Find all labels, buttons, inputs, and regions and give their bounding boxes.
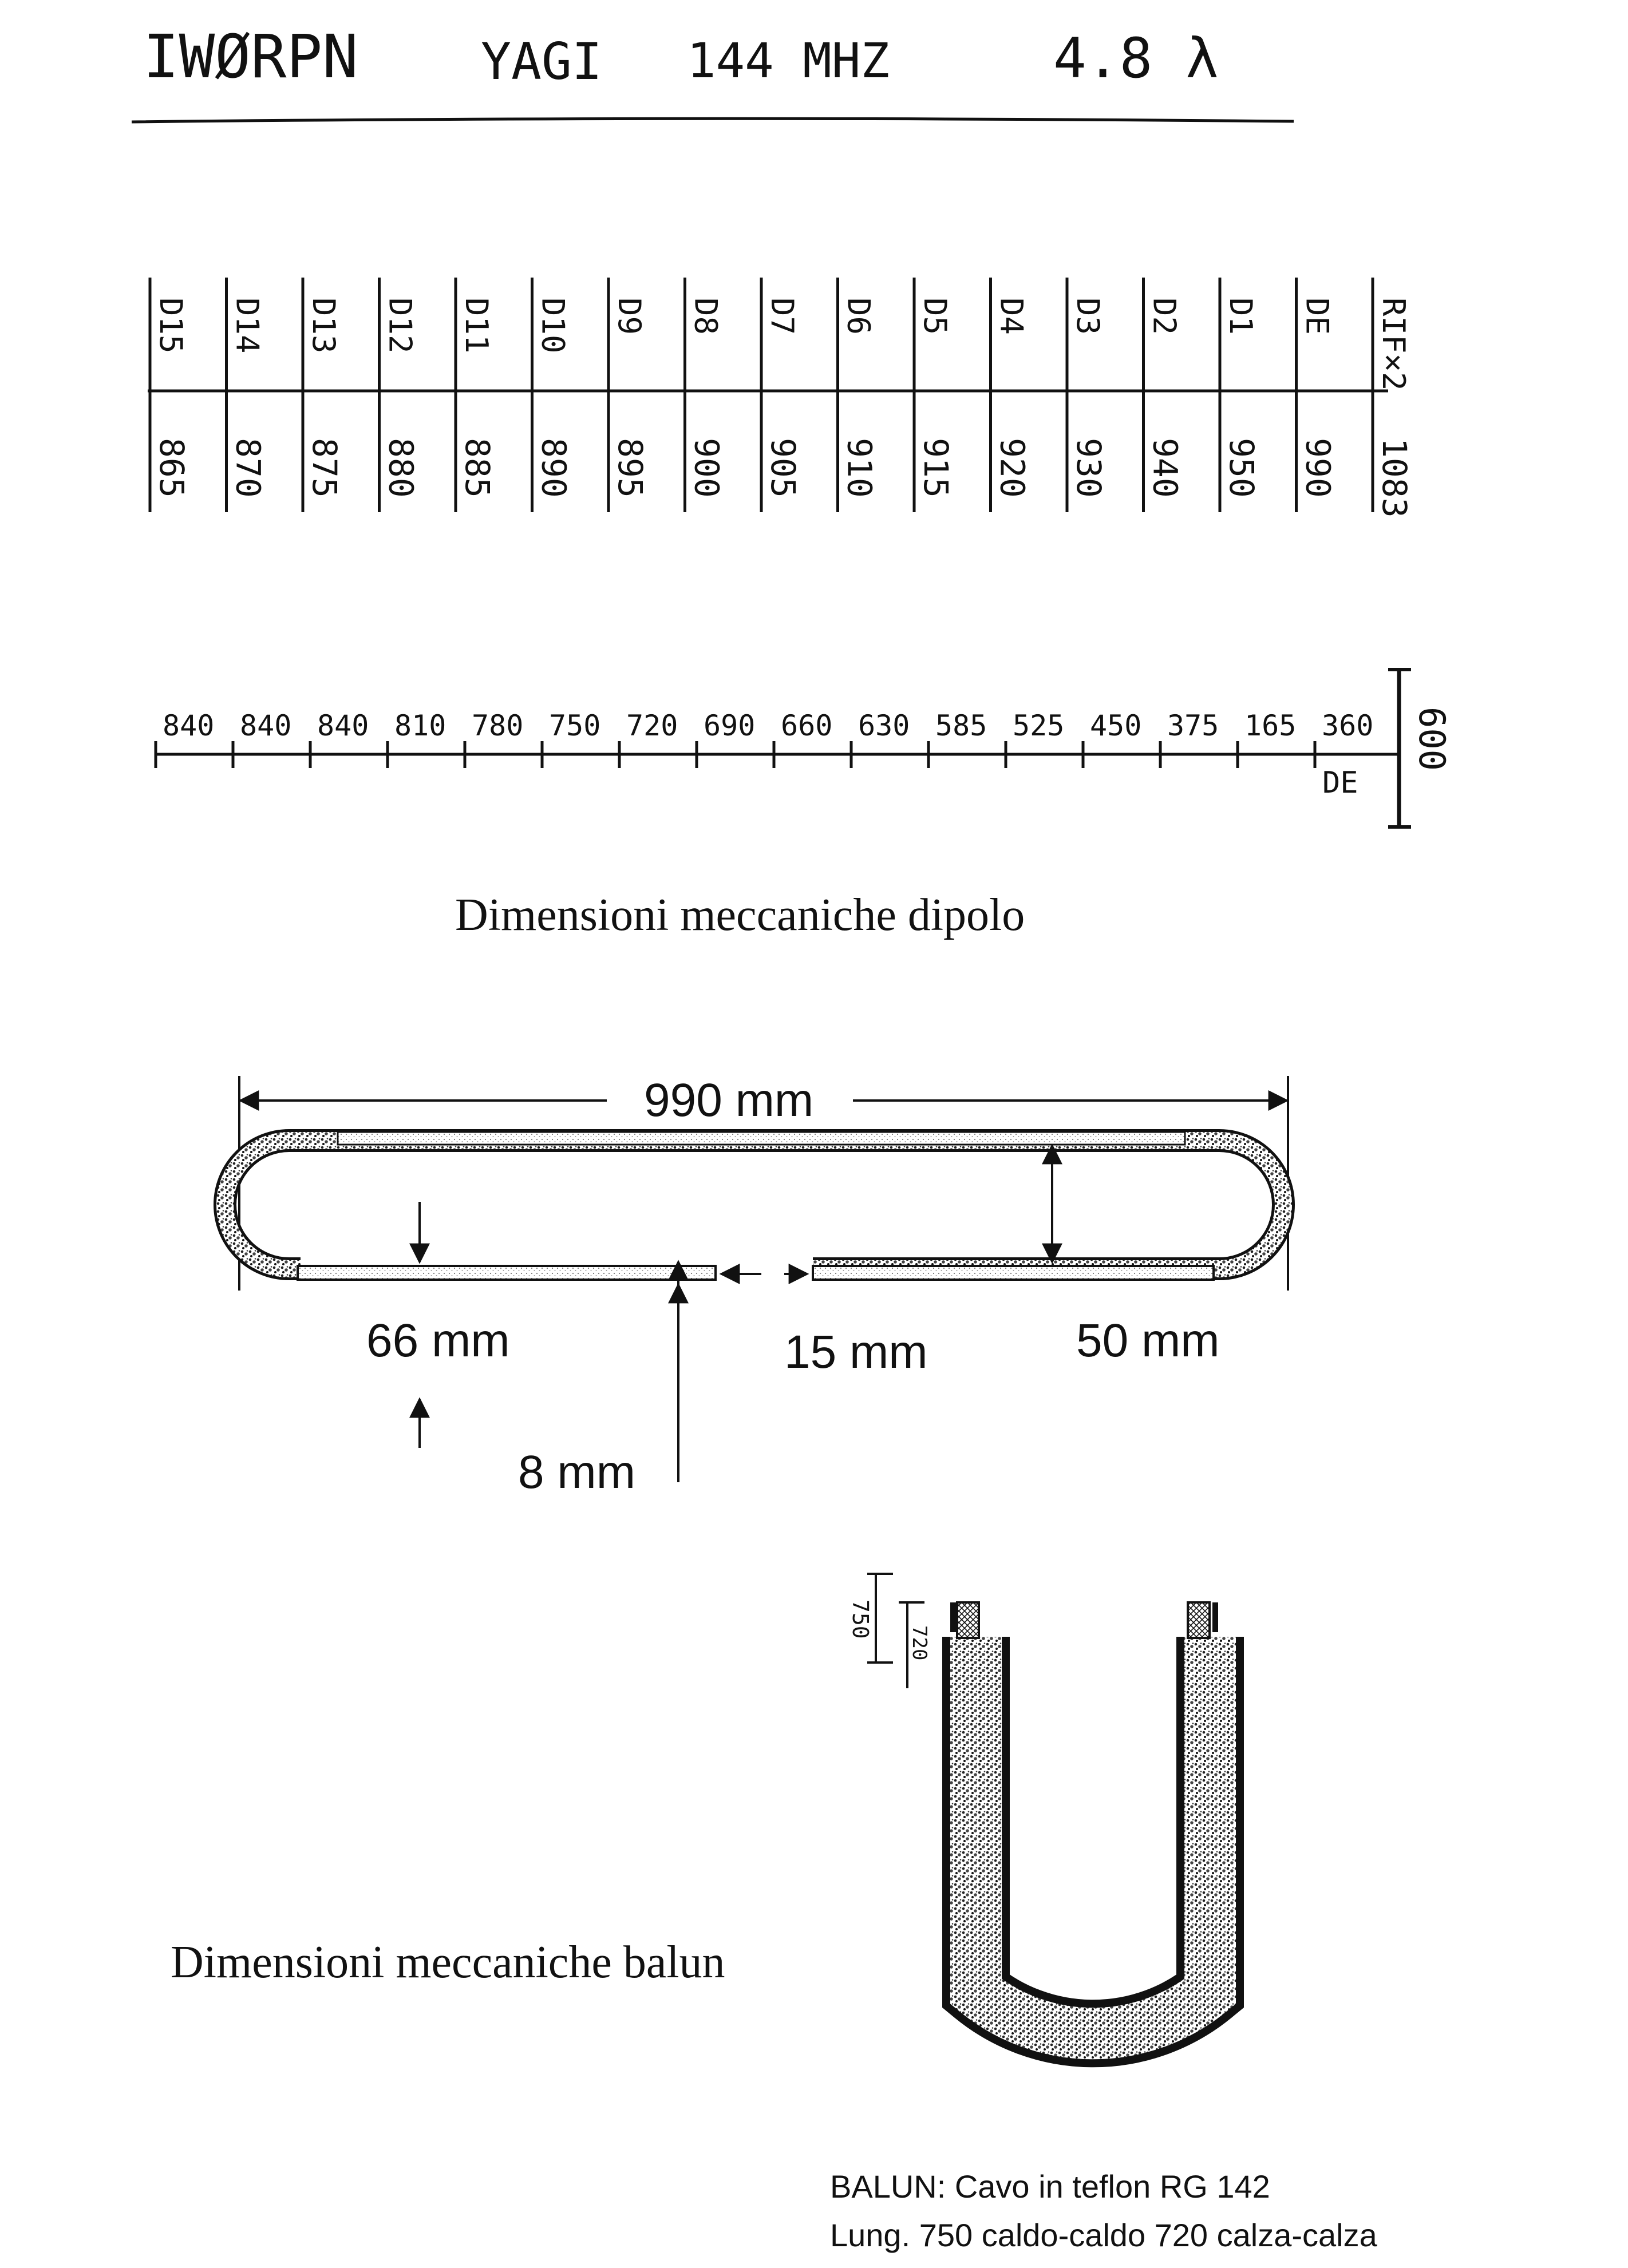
element-length-13: 940 bbox=[1145, 438, 1185, 498]
element-name-10: D5 bbox=[917, 298, 953, 335]
element-name-9: D6 bbox=[840, 298, 877, 335]
spacing-value-4: 780 bbox=[472, 709, 524, 742]
element-name-1: D14 bbox=[229, 298, 266, 354]
element-name-5: D10 bbox=[535, 298, 571, 354]
dipole-top-tube bbox=[338, 1132, 1185, 1145]
balun-dim-inner: 720 bbox=[908, 1625, 931, 1661]
spacing-value-7: 690 bbox=[704, 709, 756, 742]
dipole-gap-label: 15 mm bbox=[784, 1326, 928, 1378]
balun-dim-outer: 750 bbox=[848, 1600, 873, 1639]
folded-dipole-drawing bbox=[225, 1074, 1288, 1498]
element-length-16: 1083 bbox=[1375, 438, 1414, 518]
balun-caption: Dimensioni meccaniche balun bbox=[171, 1937, 725, 1988]
element-length-0: 865 bbox=[152, 438, 191, 498]
spacing-value-10: 585 bbox=[935, 709, 987, 742]
dipole-spacing-label: 66 mm bbox=[366, 1315, 510, 1367]
spacing-value-3: 810 bbox=[394, 709, 446, 742]
element-length-1: 870 bbox=[228, 438, 268, 498]
balun-end-left bbox=[957, 1602, 979, 1638]
element-name-8: D7 bbox=[764, 298, 800, 335]
title-antenna: YAGI bbox=[481, 32, 602, 91]
spacing-value-13: 375 bbox=[1167, 709, 1219, 742]
element-length-14: 950 bbox=[1222, 438, 1261, 498]
reflector-spacing: 600 bbox=[1411, 707, 1453, 771]
element-name-0: D15 bbox=[153, 298, 189, 354]
spacing-value-14: 165 bbox=[1244, 709, 1297, 742]
dipole-height-label: 50 mm bbox=[1076, 1315, 1220, 1367]
element-name-3: D12 bbox=[382, 298, 418, 354]
element-name-4: D11 bbox=[459, 298, 495, 354]
element-name-13: D2 bbox=[1146, 298, 1183, 335]
header bbox=[132, 22, 1294, 122]
dipole-outline bbox=[225, 1141, 1283, 1269]
element-length-9: 910 bbox=[840, 438, 879, 498]
element-name-15: DE bbox=[1299, 298, 1335, 335]
element-length-8: 905 bbox=[764, 438, 803, 498]
spacing-value-11: 525 bbox=[1013, 709, 1065, 742]
balun-cable bbox=[976, 1637, 1210, 2033]
spacing-value-6: 720 bbox=[626, 709, 678, 742]
spacing-value-0: 840 bbox=[163, 709, 215, 742]
spacing-value-8: 660 bbox=[781, 709, 833, 742]
element-length-11: 920 bbox=[993, 438, 1032, 498]
spacing-value-1: 840 bbox=[240, 709, 292, 742]
boom-spacing-scale bbox=[156, 670, 1453, 827]
dipole-caption: Dimensioni meccaniche dipolo bbox=[455, 890, 1025, 940]
balun-cable-outline bbox=[976, 1637, 1210, 2033]
element-name-7: D8 bbox=[687, 298, 724, 335]
element-length-10: 915 bbox=[916, 438, 955, 498]
title-band: 144 MHZ bbox=[687, 33, 890, 89]
spacing-de-marker: DE bbox=[1322, 766, 1358, 800]
element-length-table bbox=[148, 278, 1414, 518]
title-underline bbox=[132, 118, 1294, 122]
element-length-12: 930 bbox=[1069, 438, 1108, 498]
spacing-value-15: 360 bbox=[1322, 709, 1374, 742]
element-name-11: D4 bbox=[993, 298, 1030, 335]
element-name-6: D9 bbox=[611, 298, 647, 335]
spacing-value-2: 840 bbox=[317, 709, 369, 742]
element-name-14: D1 bbox=[1223, 298, 1259, 335]
element-length-15: 990 bbox=[1298, 438, 1338, 498]
dipole-conductor bbox=[225, 1141, 1283, 1269]
balun-note-line1: BALUN: Cavo in teflon RG 142 bbox=[830, 2168, 1270, 2204]
title-length: 4.8 λ bbox=[1053, 26, 1219, 90]
balun-end-right bbox=[1188, 1602, 1210, 1638]
spacing-value-12: 450 bbox=[1090, 709, 1142, 742]
spacing-value-9: 630 bbox=[858, 709, 910, 742]
spacing-value-5: 750 bbox=[549, 709, 601, 742]
element-length-5: 890 bbox=[534, 438, 574, 498]
balun-note-line2: Lung. 750 caldo-caldo 720 calza-calza bbox=[830, 2217, 1377, 2253]
element-length-7: 900 bbox=[687, 438, 726, 498]
element-length-6: 895 bbox=[611, 438, 650, 498]
dipole-feed-right bbox=[813, 1266, 1214, 1280]
dipole-feed-left bbox=[298, 1266, 716, 1280]
element-name-12: D3 bbox=[1070, 298, 1106, 335]
element-name-2: D13 bbox=[306, 298, 342, 354]
element-name-16: RIF×2 bbox=[1376, 298, 1412, 391]
dipole-length-label: 990 mm bbox=[644, 1074, 814, 1126]
balun-drawing bbox=[830, 1574, 1378, 2253]
element-length-4: 885 bbox=[458, 438, 497, 498]
title-callsign: IWØRPN bbox=[143, 22, 358, 92]
dipole-tube-label: 8 mm bbox=[518, 1446, 635, 1498]
element-length-3: 880 bbox=[381, 438, 421, 498]
element-length-2: 875 bbox=[305, 438, 344, 498]
